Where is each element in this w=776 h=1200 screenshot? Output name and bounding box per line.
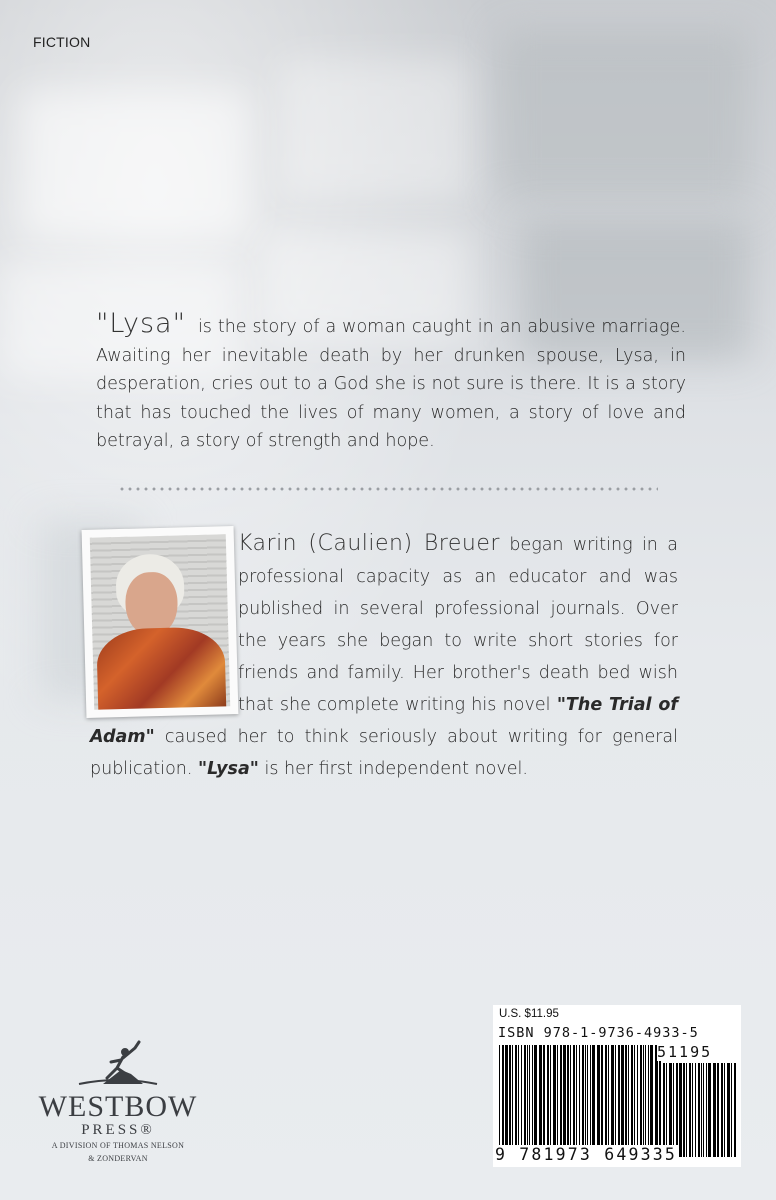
barcode-bar — [625, 1045, 627, 1145]
barcode-bar — [608, 1045, 609, 1145]
barcode-bar — [692, 1063, 693, 1157]
barcode-bar — [529, 1045, 530, 1145]
isbn-label: ISBN 978-1-9736-4933-5 — [498, 1025, 699, 1041]
background-blur — [20, 90, 250, 240]
barcode-bar — [721, 1063, 723, 1157]
bio-text-3: is her first independent novel. — [258, 759, 528, 779]
barcode-bar — [579, 1045, 580, 1145]
barcode-bar — [703, 1063, 704, 1157]
barcode-bar — [676, 1063, 678, 1157]
barcode-bar — [515, 1045, 517, 1145]
barcode-bar — [539, 1045, 542, 1145]
barcode-bars — [499, 1045, 737, 1157]
barcode-bar — [683, 1063, 685, 1157]
author-bio — [90, 528, 678, 785]
barcode-bar — [628, 1045, 629, 1145]
barcode-bar — [518, 1045, 519, 1145]
barcode-bar — [708, 1063, 711, 1157]
barcode-bar — [650, 1045, 653, 1145]
publisher-division-1: A DIVISION OF THOMAS NELSON — [51, 1141, 185, 1150]
barcode-bar — [524, 1045, 526, 1145]
novel-title: "The Trial of Adam" — [90, 695, 679, 747]
barcode-bar — [597, 1045, 600, 1145]
barcode-bar — [532, 1045, 533, 1145]
barcode-bar — [663, 1063, 665, 1157]
barcode-bar — [643, 1045, 644, 1145]
background-blur — [500, 30, 750, 200]
barcode-bar — [534, 1045, 537, 1145]
barcode-bar — [502, 1045, 504, 1145]
barcode-bar — [618, 1045, 620, 1145]
genre-label: FICTION — [33, 34, 91, 50]
bio-text-1: began writing in a professional capacity as an educator and was published in several professional journals. Over the years she began to write short stories for friends and family. Her brother's death bed wish that she complete writing his novel — [238, 535, 678, 715]
barcode-bar — [689, 1063, 691, 1157]
barcode-ean-digits: 9 781973 649335 — [495, 1145, 678, 1164]
publisher-logo — [30, 1040, 206, 1164]
barcode-bar — [731, 1063, 732, 1157]
barcode-bar — [727, 1063, 730, 1157]
barcode-bar — [637, 1045, 638, 1145]
barcode-bar — [553, 1045, 556, 1145]
barcode-bar — [601, 1045, 603, 1145]
barcode-bar — [587, 1045, 588, 1145]
barcode-bar — [573, 1045, 575, 1145]
barcode-bar — [512, 1045, 513, 1145]
barcode-bar — [698, 1063, 700, 1157]
barcode-addon-digits: 51195 — [657, 1043, 713, 1061]
barcode-bar — [585, 1045, 586, 1145]
publisher-division-2: & ZONDERVAN — [88, 1154, 148, 1163]
barcode-bar — [605, 1045, 607, 1145]
background-blur — [280, 60, 470, 200]
barcode-bar — [557, 1045, 558, 1145]
barcode-bar — [563, 1045, 566, 1145]
barcode-bar — [570, 1045, 571, 1145]
barcode-bar — [590, 1045, 591, 1145]
barcode-bar — [576, 1045, 577, 1145]
barcode-bar — [582, 1045, 584, 1145]
publisher-press: PRESS® — [81, 1122, 155, 1138]
barcode-bar — [717, 1063, 719, 1157]
barcode-bar — [499, 1045, 500, 1145]
barcode-bar — [567, 1045, 569, 1145]
barcode-bar — [669, 1063, 672, 1157]
barcode-box — [493, 1005, 741, 1167]
barcode-bar — [648, 1045, 649, 1145]
dotted-divider — [118, 487, 658, 491]
barcode-bar — [686, 1063, 687, 1157]
barcode-bar — [592, 1045, 595, 1145]
barcode-bar — [679, 1063, 682, 1157]
barcode-bar — [634, 1045, 635, 1145]
barcode-bar — [645, 1045, 646, 1145]
barcode-bar — [640, 1045, 642, 1145]
barcode-bar — [631, 1045, 633, 1145]
barcode-bar — [713, 1063, 716, 1157]
barcode-bar — [521, 1045, 522, 1145]
barcode-bar — [666, 1063, 667, 1157]
barcode-bar — [621, 1045, 624, 1145]
barcode-bar — [550, 1045, 551, 1145]
barcode-bar — [724, 1063, 725, 1157]
book-blurb — [96, 310, 686, 456]
blurb-text: is the story of a woman caught in an abusive marriage. Awaiting her inevitable death by her drunken spouse, Lysa, in desperation, cries out to a God she is not sure is there. It is a story that has touched the lives of many women, a story of love and betrayal, a story of strength and hope. — [96, 317, 686, 451]
barcode-bar — [706, 1063, 707, 1157]
barcode-bar — [543, 1045, 545, 1145]
price-label: U.S. $11.95 — [499, 1008, 559, 1020]
barcode-bar — [695, 1063, 696, 1157]
barcode-bar — [611, 1045, 614, 1145]
publisher-name: WESTBOW — [38, 1090, 198, 1123]
barcode-bar — [547, 1045, 549, 1145]
barcode-bar — [673, 1063, 674, 1157]
bio-text-2: caused her to think seriously about writing for general publication. — [90, 727, 678, 779]
book-title: "Lysa" — [198, 759, 259, 779]
runner-figure-icon — [73, 1040, 163, 1088]
barcode-bar — [560, 1045, 562, 1145]
barcode-bar — [615, 1045, 616, 1145]
barcode-bar — [734, 1063, 736, 1157]
barcode-bar — [509, 1045, 511, 1145]
barcode-bar — [505, 1045, 508, 1145]
author-name: Karin (Caulien) Breuer — [238, 531, 500, 556]
barcode-bar — [527, 1045, 528, 1145]
blurb-title-word: "Lysa" — [96, 308, 186, 339]
barcode-bar — [701, 1063, 702, 1157]
